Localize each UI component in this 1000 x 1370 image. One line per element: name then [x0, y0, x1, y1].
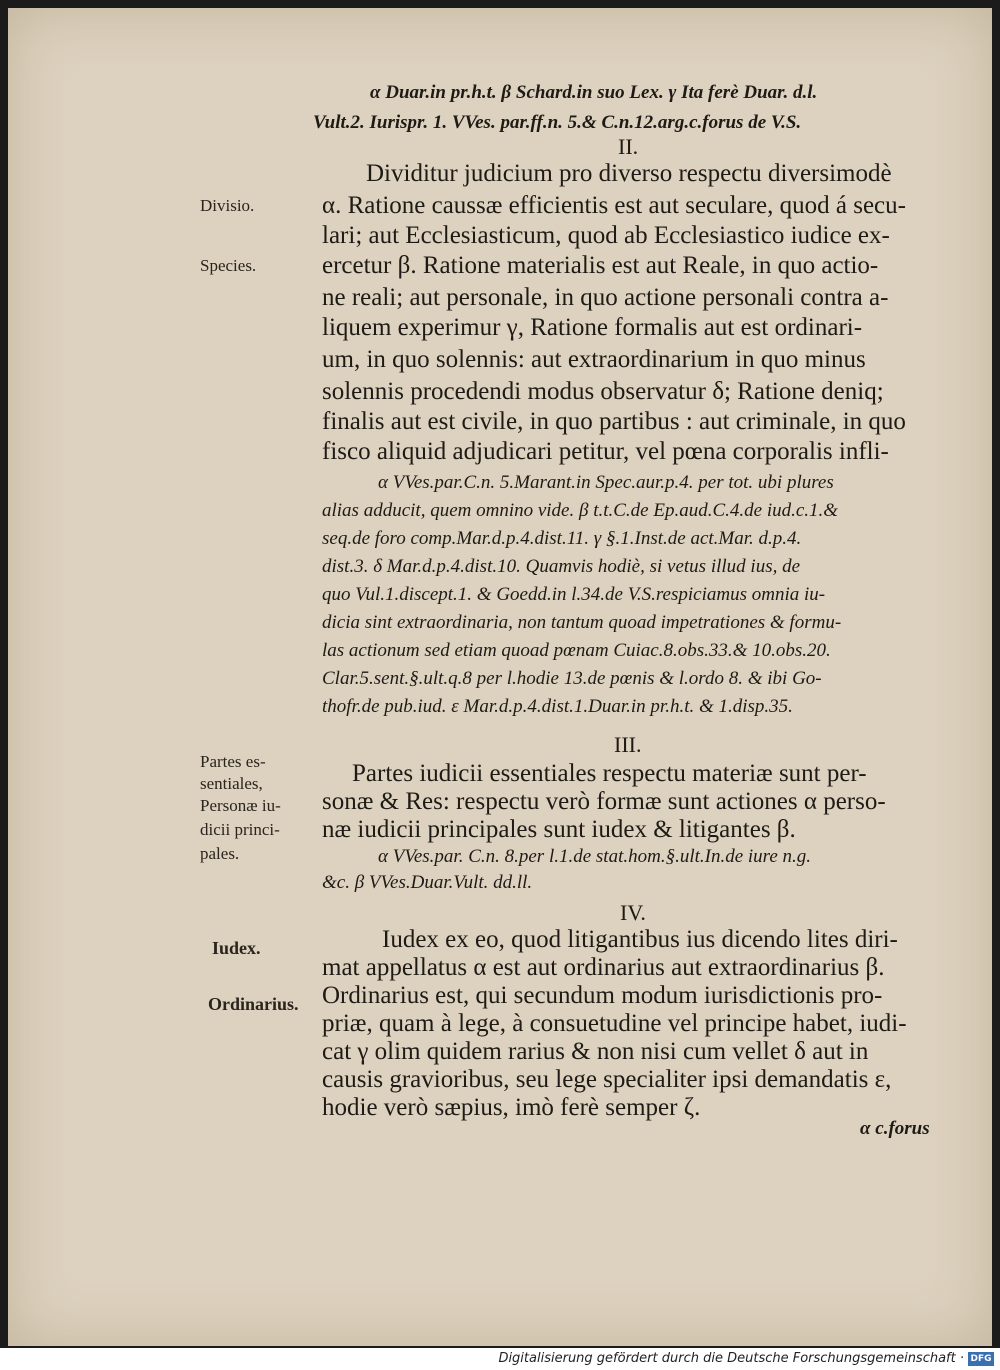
body-line: næ iudicii principales sunt iudex & litigantes β.	[322, 816, 796, 843]
body-line: liquem experimur γ, Ratione formalis aut est ordinari-	[322, 314, 863, 341]
footnote-line: seq.de foro comp.Mar.d.p.4.dist.11. γ §.1.Inst.de act.Mar. d.p.4.	[322, 528, 802, 549]
footnote-line: Vult.2. Iurispr. 1. VVes. par.ff.n. 5.& C.n.12.arg.c.forus de V.S.	[313, 112, 802, 133]
footnote-line: α VVes.par. C.n. 8.per l.1.de stat.hom.§.ult.In.de iure n.g.	[378, 846, 812, 867]
margin-note: Ordinarius.	[208, 994, 299, 1014]
body-line: lari; aut Ecclesiasticum, quod ab Ecclesiastico iudice ex-	[322, 222, 890, 249]
footnote-line: dicia sint extraordinaria, non tantum quoad impetrationes & formu-	[322, 612, 842, 633]
body-line: Ordinarius est, qui secundum modum iurisdictionis pro-	[322, 982, 883, 1009]
body-line: α. Ratione caussæ efficientis est aut seculare, quod á secu-	[322, 192, 906, 219]
footnote-line: α VVes.par.C.n. 5.Marant.in Spec.aur.p.4. per tot. ubi plures	[378, 472, 834, 493]
catchword: α c.forus	[860, 1118, 930, 1139]
section-number: III.	[614, 732, 642, 757]
digitization-footer	[0, 1348, 1000, 1370]
footnote-line: quo Vul.1.discept.1. & Goedd.in l.34.de V.S.respiciamus omnia iu-	[322, 584, 826, 605]
margin-note: Partes es-	[200, 752, 266, 771]
footnote-line: alias adducit, quem omnino vide. β t.t.C.de Ep.aud.C.4.de iud.c.1.&	[322, 500, 839, 521]
body-line: solennis procedendi modus observatur δ; Ratione deniq;	[322, 378, 884, 405]
section-number: II.	[618, 134, 639, 159]
margin-note: pales.	[200, 844, 240, 863]
margin-note: dicii princi-	[200, 820, 280, 839]
body-line: finalis aut est civile, in quo partibus : aut criminale, in quo	[322, 408, 906, 435]
footnote-line: las actionum sed etiam quoad pœnam Cuiac.8.obs.33.& 10.obs.20.	[322, 640, 831, 661]
dfg-logo-icon: DFG	[968, 1352, 994, 1366]
body-line: sonæ & Res: respectu verò formæ sunt actiones α perso-	[322, 788, 886, 815]
margin-note: Species.	[200, 256, 257, 275]
margin-note: sentiales,	[200, 774, 263, 793]
footnote-line: α Duar.in pr.h.t. β Schard.in suo Lex. γ Ita ferè Duar. d.l.	[370, 82, 818, 103]
footnote-line: dist.3. δ Mar.d.p.4.dist.10. Quamvis hodiè, si vetus illud ius, de	[322, 556, 801, 577]
body-line: hodie verò sæpius, imò ferè semper ζ.	[322, 1094, 701, 1121]
body-line: cat γ olim quidem rarius & non nisi cum vellet δ aut in	[322, 1038, 869, 1065]
body-line: um, in quo solennis: aut extraordinarium in quo minus	[322, 346, 866, 373]
margin-note: Personæ iu-	[200, 796, 281, 815]
margin-note: Iudex.	[212, 938, 261, 958]
footnote-line: Clar.5.sent.§.ult.q.8 per l.hodie 13.de pœnis & l.ordo 8. & ibi Go-	[322, 668, 822, 689]
body-line: ercetur β. Ratione materialis est aut Reale, in quo actio-	[322, 252, 879, 279]
margin-note: Divisio.	[200, 196, 255, 215]
body-line: causis gravioribus, seu lege specialiter ipsi demandatis ε,	[322, 1066, 892, 1093]
body-line: fisco aliquid adjudicari petitur, vel pœna corporalis infli-	[322, 438, 889, 465]
body-line: Partes iudicii essentiales respectu materiæ sunt per-	[352, 760, 867, 787]
footnote-line: &c. β VVes.Duar.Vult. dd.ll.	[322, 872, 533, 893]
body-line: Dividitur judicium pro diverso respectu diversimodè	[366, 160, 892, 187]
section-number: IV.	[620, 900, 646, 925]
footnote-line: thofr.de pub.iud. ε Mar.d.p.4.dist.1.Duar.in pr.h.t. & 1.disp.35.	[322, 696, 793, 717]
footer-credit: Digitalisierung gefördert durch die Deutsche Forschungsgemeinschaft ·	[498, 1351, 964, 1366]
body-line: priæ, quam à lege, à consuetudine vel principe habet, iudi-	[322, 1010, 907, 1037]
body-line: ne reali; aut personale, in quo actione personali contra a-	[322, 284, 889, 311]
body-line: Iudex ex eo, quod litigantibus ius dicendo lites diri-	[382, 926, 898, 953]
body-line: mat appellatus α est aut ordinarius aut extraordinarius β.	[322, 954, 885, 981]
